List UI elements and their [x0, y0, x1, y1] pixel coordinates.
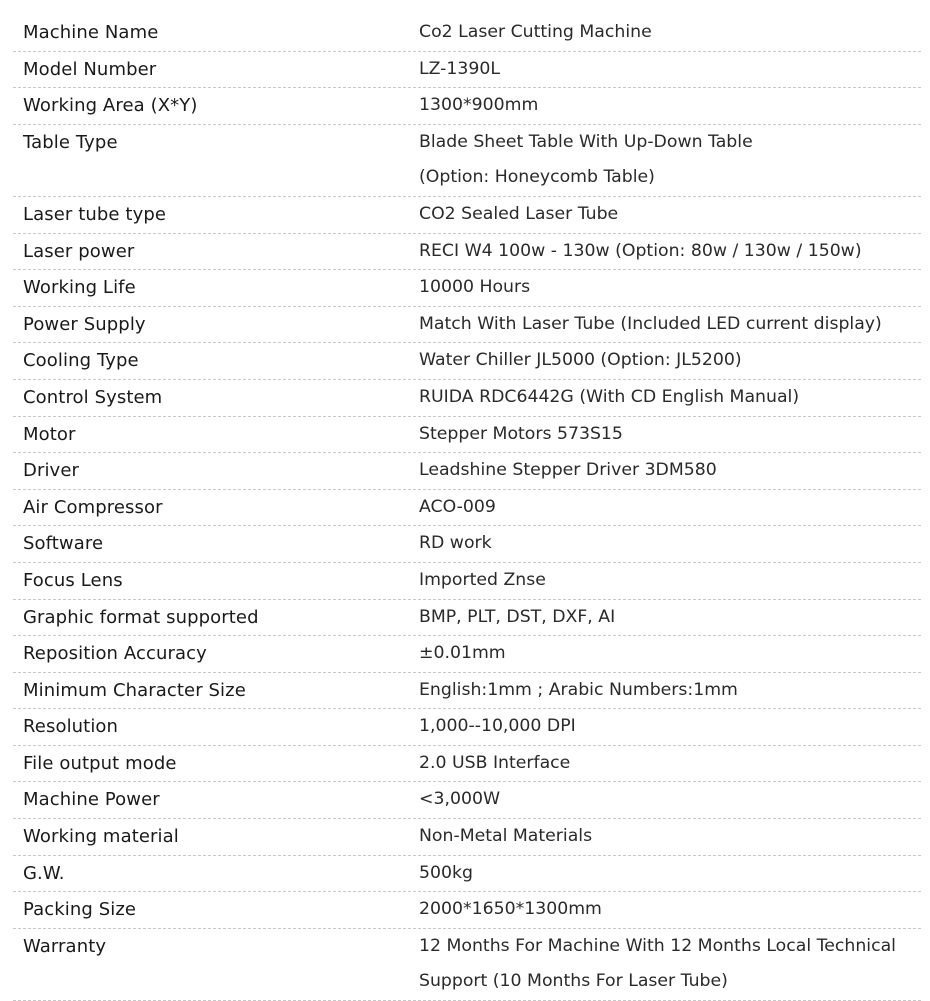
- spec-row: [13, 270, 921, 307]
- spec-table: [13, 15, 921, 1001]
- spec-name: Working Area (X*Y): [23, 95, 198, 117]
- spec-row: [13, 673, 921, 710]
- spec-row: [13, 197, 921, 234]
- spec-value: 2000*1650*1300mm: [419, 899, 602, 920]
- spec-row: [13, 15, 921, 52]
- spec-name: Working material: [23, 826, 179, 848]
- spec-row: [13, 636, 921, 673]
- spec-row: [13, 307, 921, 344]
- spec-value: RD work: [419, 533, 492, 554]
- spec-row: [13, 782, 921, 819]
- spec-value: Water Chiller JL5000 (Option: JL5200): [419, 350, 742, 371]
- spec-name: Warranty: [23, 935, 107, 957]
- spec-value: 1,000--10,000 DPI: [419, 716, 576, 737]
- spec-name: Power Supply: [23, 313, 146, 335]
- spec-name: Software: [23, 533, 104, 555]
- spec-name: File output mode: [23, 752, 177, 774]
- spec-row: [13, 125, 921, 197]
- spec-row: [13, 343, 921, 380]
- spec-name: Control System: [23, 386, 163, 408]
- spec-value: English:1mm ; Arabic Numbers:1mm: [419, 679, 738, 700]
- spec-value: Leadshine Stepper Driver 3DM580: [419, 460, 717, 481]
- spec-row: [13, 417, 921, 454]
- spec-name: Focus Lens: [23, 569, 123, 591]
- spec-row: [13, 746, 921, 783]
- spec-row: [13, 490, 921, 527]
- spec-value: RECI W4 100w - 130w (Option: 80w / 130w / 150w): [419, 240, 862, 261]
- spec-value: ACO-009: [419, 496, 496, 517]
- spec-value: Stepper Motors 573S15: [419, 423, 623, 444]
- spec-row: [13, 563, 921, 600]
- spec-value: <3,000W: [419, 789, 501, 810]
- spec-name: Laser tube type: [23, 203, 167, 225]
- spec-name: Machine Power: [23, 789, 160, 811]
- spec-row: [13, 453, 921, 490]
- spec-name: G.W.: [23, 862, 65, 884]
- spec-row: [13, 819, 921, 856]
- spec-name: Resolution: [23, 716, 119, 738]
- spec-value: CO2 Sealed Laser Tube: [419, 203, 619, 224]
- spec-name: Driver: [23, 460, 79, 482]
- spec-row: [13, 856, 921, 893]
- spec-value: Co2 Laser Cutting Machine: [419, 22, 652, 42]
- spec-name: Motor: [23, 423, 76, 445]
- spec-value: RUIDA RDC6442G (With CD English Manual): [419, 386, 800, 407]
- spec-name: Model Number: [23, 58, 157, 80]
- spec-value: LZ-1390L: [419, 58, 501, 79]
- spec-name: Cooling Type: [23, 350, 139, 372]
- spec-value: 500kg: [419, 862, 473, 883]
- spec-name: Laser power: [23, 240, 135, 262]
- spec-row: [13, 526, 921, 563]
- spec-name: Minimum Character Size: [23, 679, 246, 701]
- spec-row: [13, 600, 921, 637]
- spec-row: [13, 709, 921, 746]
- spec-name: Air Compressor: [23, 496, 163, 518]
- spec-value: 12 Months For Machine With 12 Months Local Technical Support (10 Months For Laser Tube): [419, 935, 896, 992]
- spec-value: 2.0 USB Interface: [419, 752, 571, 773]
- spec-value: Imported Znse: [419, 569, 546, 590]
- spec-value: BMP, PLT, DST, DXF, AI: [419, 606, 616, 627]
- spec-value: 10000 Hours: [419, 277, 531, 298]
- spec-name: Working Life: [23, 277, 136, 299]
- spec-row: [13, 88, 921, 125]
- spec-row: [13, 52, 921, 89]
- spec-value: Match With Laser Tube (Included LED current display): [419, 313, 882, 334]
- spec-value: Blade Sheet Table With Up-Down Table (Option: Honeycomb Table): [419, 131, 753, 188]
- spec-row: [13, 380, 921, 417]
- spec-row: [13, 929, 921, 1001]
- spec-row: [13, 892, 921, 929]
- spec-value: ±0.01mm: [419, 643, 506, 664]
- spec-row: [13, 234, 921, 271]
- spec-value: 1300*900mm: [419, 95, 539, 116]
- spec-name: Graphic format supported: [23, 606, 259, 628]
- spec-value: Non-Metal Materials: [419, 826, 593, 847]
- spec-name: Packing Size: [23, 899, 137, 921]
- spec-name: Machine Name: [23, 22, 159, 43]
- spec-name: Table Type: [23, 131, 118, 153]
- spec-name: Reposition Accuracy: [23, 643, 207, 665]
